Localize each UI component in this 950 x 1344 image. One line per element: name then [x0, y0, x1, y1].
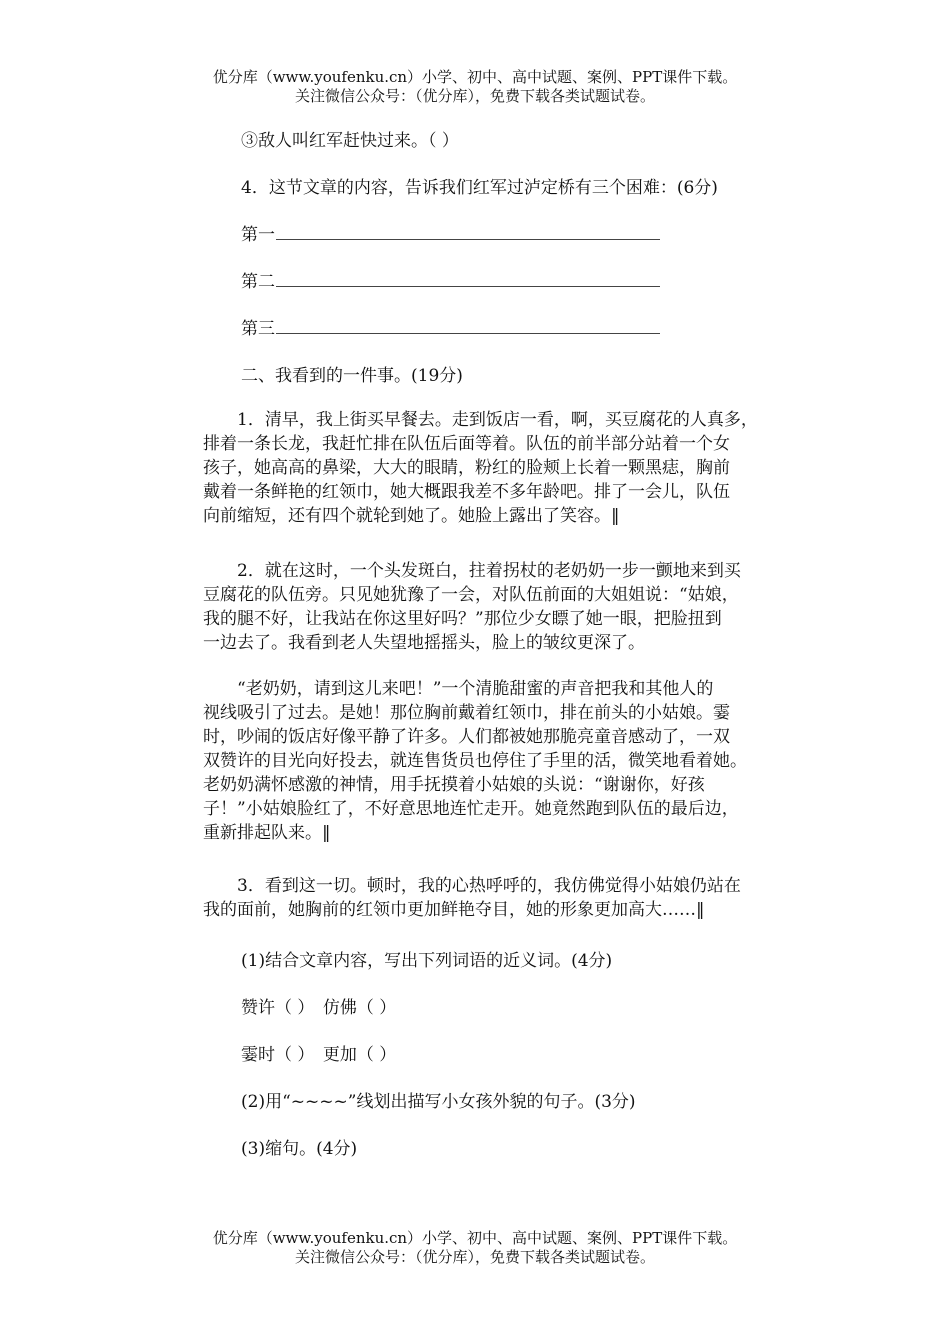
paragraph-3-line: 老奶奶满怀感激的神情，用手抚摸着小姑娘的头说：“谢谢你，好孩: [203, 775, 705, 795]
paragraph-4: [203, 874, 807, 922]
page-footer: [0, 1229, 950, 1267]
paragraph-3-line: 时，吵闹的饭店好像平静了许多。人们都被她那脆亮童音感动了，一双: [203, 727, 730, 747]
paragraph-1-line: 孩子，她高高的鼻梁，大大的眼睛，粉红的脸颊上长着一颗黑痣，胸前: [203, 458, 730, 478]
paragraph-1-line: 向前缩短，还有四个就轮到她了。她脸上露出了笑容。‖: [203, 506, 620, 526]
paragraph-4-line: 我的面前，她胸前的红领巾更加鲜艳夺目，她的形象更加高大……‖: [203, 900, 705, 920]
footer-line-2: 关注微信公众号：（优分库），免费下载各类试题试卷。: [294, 1248, 655, 1266]
word-pair-2: 霎时（ ） 更加（ ）: [241, 1045, 397, 1065]
paragraph-4-line: 3．看到这一切。顿时，我的心热呼呼的，我仿佛觉得小姑娘仍站在: [203, 876, 741, 896]
item-3: ③敌人叫红军赶快过来。（ ）: [241, 131, 459, 151]
sub-question-2: (2)用“~~~~”线划出描写小女孩外貌的句子。(3分): [241, 1092, 636, 1112]
answer-line-2: [276, 272, 660, 287]
paragraph-3-line: “老奶奶，请到这儿来吧！”一个清脆甜蜜的声音把我和其他人的: [203, 679, 714, 699]
paragraph-3-line: 子！”小姑娘脸红了，不好意思地连忙走开。她竟然跑到队伍的最后边，: [203, 799, 739, 819]
paragraph-2-line: 豆腐花的队伍旁。只见她犹豫了一会，对队伍前面的大姐姐说：“姑娘，: [203, 585, 739, 605]
blank-label-2: 第二: [241, 272, 275, 292]
word-pair-1: 赞许（ ） 仿佛（ ）: [241, 998, 397, 1018]
paragraph-1-line: 排着一条长龙，我赶忙排在队伍后面等着。队伍的前半部分站着一个女: [203, 434, 730, 454]
sub-question-3: (3)缩句。(4分): [241, 1139, 358, 1159]
answer-line-3: [276, 319, 660, 334]
paragraph-1-line: 戴着一条鲜艳的红领巾，她大概跟我差不多年龄吧。排了一会儿，队伍: [203, 482, 730, 502]
paragraph-2-line: 一边去了。我看到老人失望地摇摇头，脸上的皱纹更深了。: [203, 633, 645, 653]
paragraph-2-line: 2．就在这时，一个头发斑白，拄着拐杖的老奶奶一步一颤地来到买: [203, 561, 741, 581]
footer-line-1: 优分库（www.youfenku.cn）小学、初中、高中试题、案例、PPT课件下载。: [212, 1229, 738, 1247]
paragraph-1: [203, 408, 807, 528]
paragraph-2-line: 我的腿不好，让我站在你这里好吗？”那位少女瞟了她一眼，把脸扭到: [203, 609, 722, 629]
paragraph-2: [203, 559, 807, 655]
header-line-2: 关注微信公众号：（优分库），免费下载各类试题试卷。: [294, 87, 655, 105]
paragraph-3-line: 重新排起队来。‖: [203, 823, 331, 843]
paragraph-3-line: 双赞许的目光向好投去，就连售货员也停住了手里的活，微笑地看着她。: [203, 751, 747, 771]
blank-row-2: [241, 267, 660, 292]
page-header: [0, 68, 950, 106]
blank-row-1: [241, 220, 660, 245]
sub-question-1: (1)结合文章内容，写出下列词语的近义词。(4分): [241, 951, 613, 971]
paragraph-3: [203, 677, 807, 845]
paragraph-3-line: 视线吸引了过去。是她！那位胸前戴着红领巾，排在前头的小姑娘。霎: [203, 703, 730, 723]
question-4: 4．这节文章的内容，告诉我们红军过泸定桥有三个困难：(6分): [241, 178, 718, 198]
blank-label-3: 第三: [241, 319, 275, 339]
paragraph-1-line: 1．清早，我上街买早餐去。走到饭店一看，啊，买豆腐花的人真多，: [203, 410, 758, 430]
blank-row-3: [241, 314, 660, 339]
header-line-1: 优分库（www.youfenku.cn）小学、初中、高中试题、案例、PPT课件下载。: [212, 68, 738, 86]
blank-label-1: 第一: [241, 225, 275, 245]
section-2-title: 二、我看到的一件事。(19分): [241, 366, 463, 386]
answer-line-1: [276, 225, 660, 240]
